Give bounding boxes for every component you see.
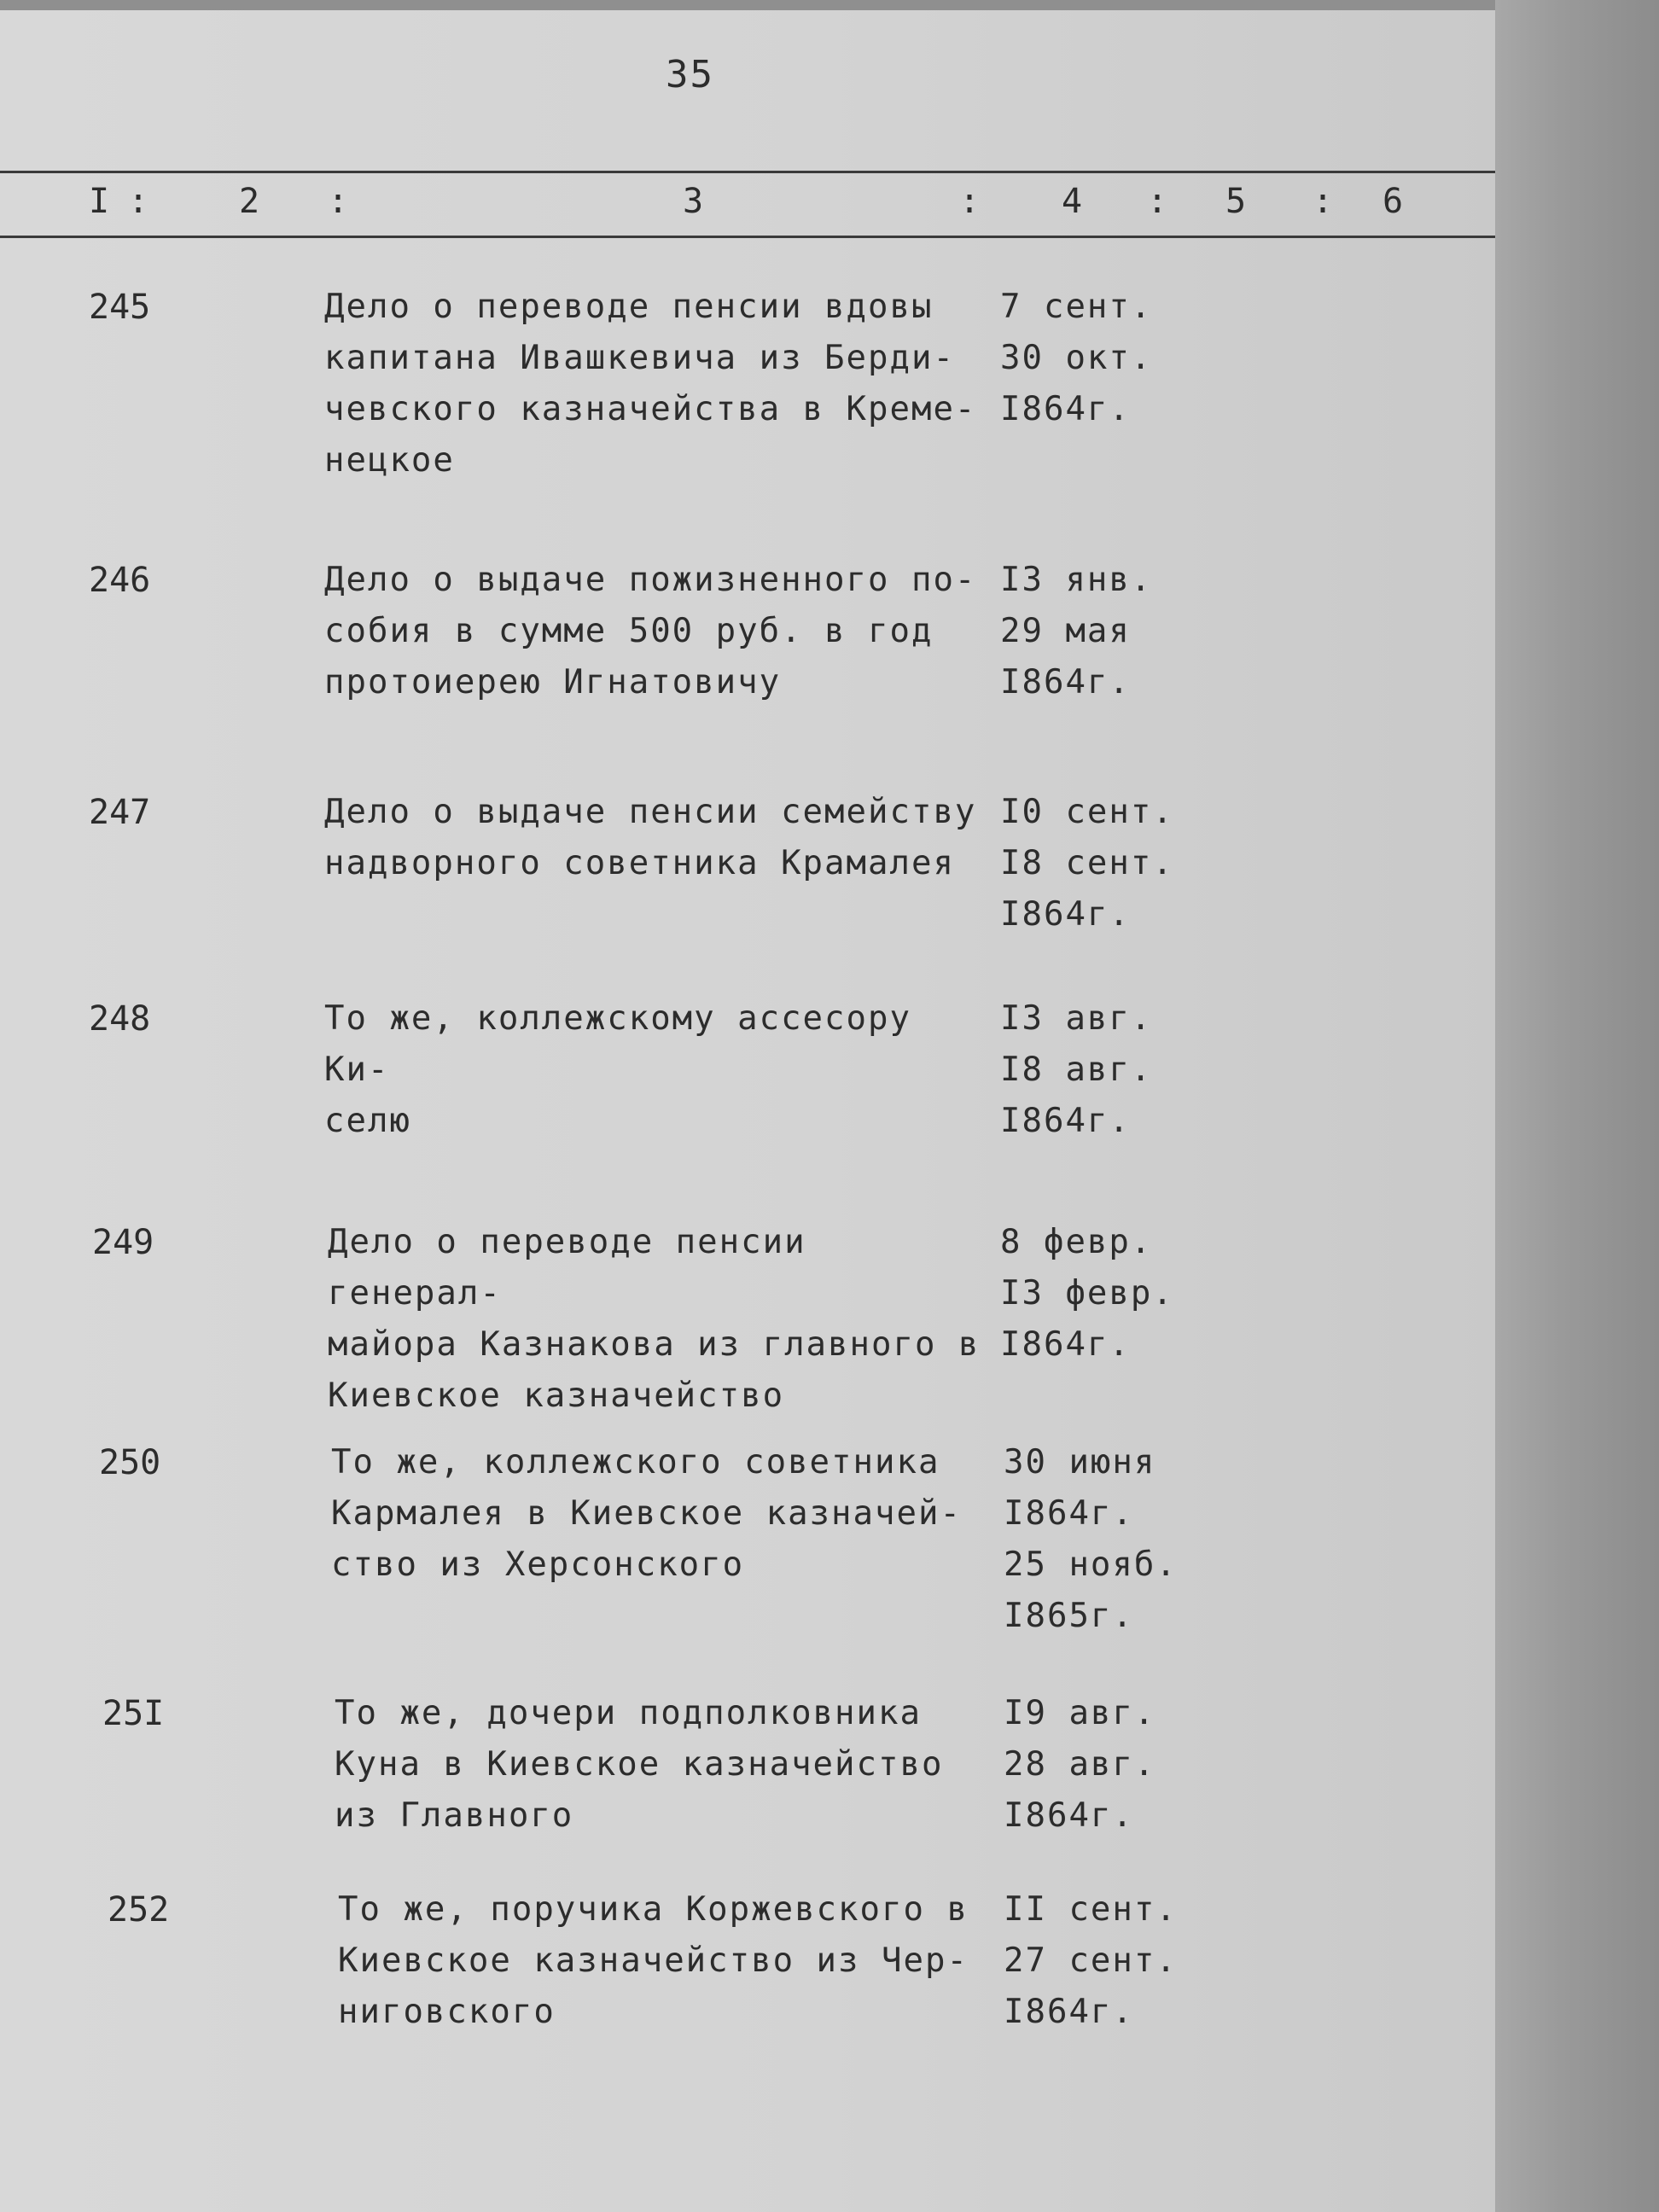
record-dates: I0 сент. I8 сент. I864г. (1000, 793, 1174, 934)
page-edge-shadow (1495, 0, 1659, 2212)
record-description: Дело о переводе пенсии генерал- майора Казнакова из главного в Киевское казначейство (328, 1223, 981, 1415)
record-number: 247 (89, 793, 151, 832)
column-header-3: 3 (683, 182, 704, 221)
column-header-4: 4 (1062, 182, 1083, 221)
column-header-2: 2 (239, 182, 260, 221)
record-dates: I3 янв. 29 мая I864г. (1000, 561, 1153, 701)
column-header-1: I (89, 182, 110, 221)
record-number: 245 (89, 288, 151, 327)
record-description: То же, коллежскому ассесору Ки- селю (324, 999, 911, 1140)
record-dates: II сент. 27 сент. I864г. (1004, 1890, 1178, 2031)
record-number: 252 (108, 1890, 170, 1930)
record-dates: 30 июня I864г. 25 нояб. I865г. (1004, 1443, 1178, 1635)
record-number: 248 (89, 999, 151, 1039)
record-number: 250 (99, 1443, 161, 1482)
record-dates: I9 авг. 28 авг. I864г. (1004, 1694, 1156, 1835)
column-separator: : (959, 182, 981, 221)
page-number: 35 (666, 53, 714, 96)
column-header-5: 5 (1225, 182, 1247, 221)
column-separator: : (328, 182, 349, 221)
record-dates: 7 сент. 30 окт. I864г. (1000, 288, 1153, 428)
document-page (0, 10, 1495, 2212)
record-dates: I3 авг. I8 авг. I864г. (1000, 999, 1153, 1140)
header-top-rule (0, 171, 1495, 173)
record-description: Дело о выдаче пенсии семейству надворного советника Крамалея (324, 793, 977, 882)
record-description: Дело о переводе пенсии вдовы капитана Ивашкевича из Берди- чевского казначейства в Креме- нецкое (324, 288, 977, 480)
header-bottom-rule (0, 236, 1495, 238)
record-dates: 8 февр. I3 февр. I864г. (1000, 1223, 1174, 1364)
record-number: 246 (89, 561, 151, 600)
column-separator: : (128, 182, 149, 221)
column-separator: : (1147, 182, 1168, 221)
column-header-6: 6 (1382, 182, 1404, 221)
record-description: То же, дочери подполковника Куна в Киевское казначейство из Главного (335, 1694, 944, 1835)
record-description: То же, поручика Коржевского в Киевское казначейство из Чер- ниговского (338, 1890, 969, 2031)
record-description: Дело о выдаче пожизненного по- собия в сумме 500 руб. в год протоиерею Игнатовичу (324, 561, 977, 701)
record-number: 249 (92, 1223, 154, 1262)
column-separator: : (1313, 182, 1334, 221)
record-number: 25I (102, 1694, 165, 1733)
record-description: То же, коллежского советника Кармалея в Киевское казначей- ство из Херсонского (331, 1443, 962, 1584)
